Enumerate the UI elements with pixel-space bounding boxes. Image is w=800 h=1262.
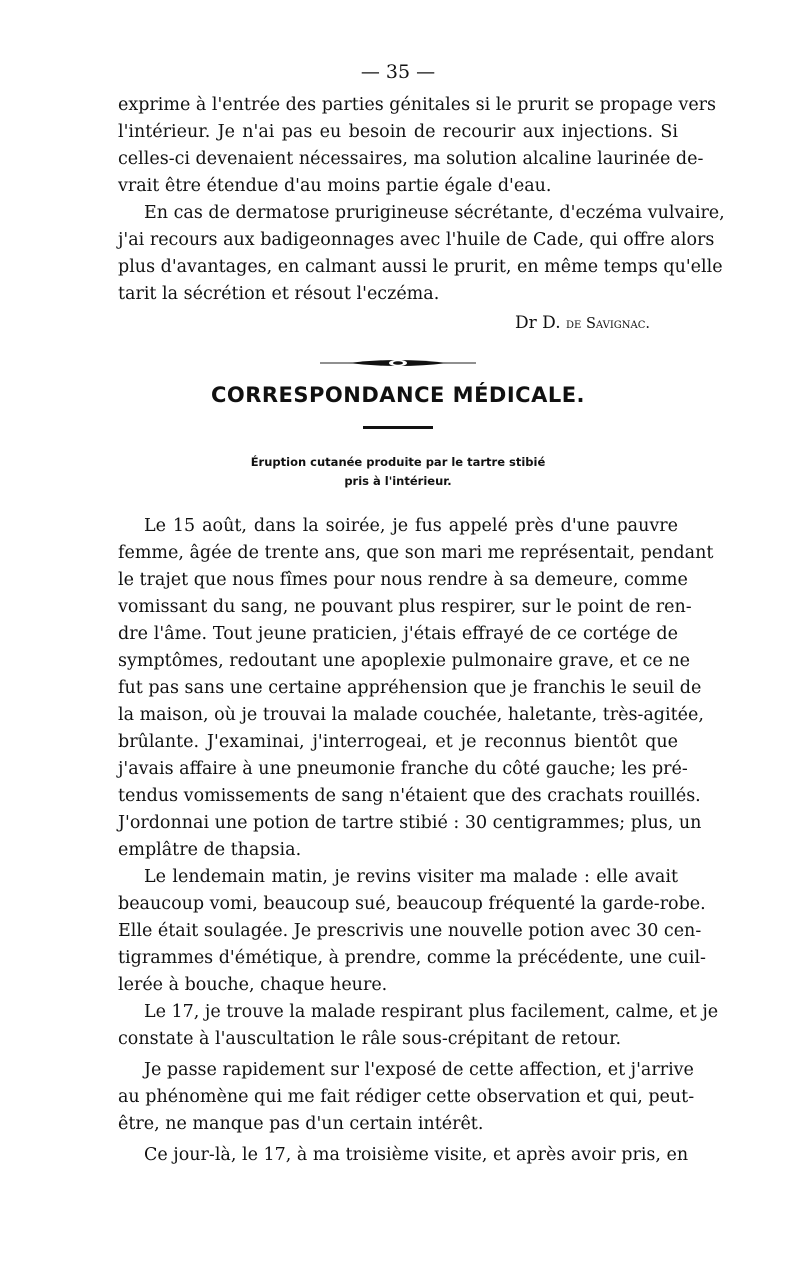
text-line: Le 17, je trouve la malade respirant plus facilement, calme, et je [144,1002,719,1022]
text-line: au phénomène qui me fait rédiger cette observation et qui, peut- [118,1087,695,1107]
text-line: Elle était soulagée. Je prescrivis une nouvelle potion avec 30 cen- [118,921,702,941]
text-line: brûlante. J'examinai, j'interrogeai, et je reconnus bientôt que [118,732,678,752]
text-line: tigrammes d'émétique, à prendre, comme la précédente, une cuil- [118,948,706,968]
text-line: la maison, où je trouvai la malade couchée, haletante, très-agitée, [118,705,704,725]
section-heading: CORRESPONDANCE MÉDICALE. [210,383,586,407]
text-line: femme, âgée de trente ans, que son mari me représentait, pendant [118,543,714,563]
text-line: lerée à bouche, chaque heure. [118,975,388,995]
paragraph [118,999,719,1053]
signature-initial: D. [542,313,561,333]
text-line: Je passe rapidement sur l'exposé de cette affection, et j'arrive [144,1060,694,1080]
text-line: constate à l'auscultation le râle sous-crépitant de retour. [118,1029,622,1049]
article-body [118,513,719,1169]
text-line: tarit la sécrétion et résout l'eczéma. [118,284,440,304]
text-line: être, ne manque pas d'un certain intérêt. [118,1114,484,1134]
text-line: Le lendemain matin, je revins visiter ma malade : elle avait [144,867,678,887]
signature-title: Dr [515,313,537,333]
text-line: exprime à l'entrée des parties génitales si le prurit se propage vers [118,95,717,115]
article-title-line: pris à l'intérieur. [344,474,452,488]
text-line: plus d'avantages, en calmant aussi le prurit, en même temps qu'elle [118,257,723,277]
intro-text [118,92,725,308]
text-line: Le 15 août, dans la soirée, je fus appelé près d'une pauvre [144,516,678,536]
text-line: le trajet que nous fîmes pour nous rendre à sa demeure, comme [118,570,688,590]
text-line: j'avais affaire à une pneumonie franche du côté gauche; les pré- [118,759,688,779]
text-line: beaucoup vomi, beaucoup sué, beaucoup fréquenté la garde-robe. [118,894,706,914]
text-line: Ce jour-là, le 17, à ma troisième visite, et après avoir pris, en [144,1145,689,1165]
book-page [118,58,725,1169]
text-line: vomissant du sang, ne pouvant plus respirer, sur le point de ren- [118,597,692,617]
page-number: — 35 — [360,61,436,83]
text-line: celles-ci devenaient nécessaires, ma solution alcaline laurinée de- [118,149,704,169]
text-line: fut pas sans une certaine appréhension que je franchis le seuil de [118,678,702,698]
paragraph [118,200,725,308]
text-line: l'intérieur. Je n'ai pas eu besoin de recourir aux injections. Si [118,122,678,142]
text-line: En cas de dermatose prurigineuse sécrétante, d'eczéma vulvaire, [144,203,725,223]
text-line: dre l'âme. Tout jeune praticien, j'étais effrayé de ce cortége de [118,624,678,644]
text-line: j'ai recours aux badigeonnages avec l'huile de Cade, qui offre alors [118,230,715,250]
text-line: tendus vomissements de sang n'étaient que des crachats rouillés. [118,786,701,806]
text-line: vrait être étendue d'au moins partie égale d'eau. [118,176,552,196]
paragraph [118,864,706,999]
paragraph [118,513,714,864]
text-line: J'ordonnai une potion de tartre stibié : 30 centigrammes; plus, un [118,813,702,833]
text-line: emplâtre de thapsia. [118,840,302,860]
ornament-divider [318,358,478,368]
author-signature [118,308,678,338]
article-title-line: Éruption cutanée produite par le tartre stibié [250,455,546,469]
paragraph [118,1057,695,1138]
heading-rule [363,426,433,429]
signature-name: de Savignac. [566,316,650,332]
paragraph [118,1142,689,1169]
article-title [118,453,678,491]
paragraph [118,92,717,200]
text-line: symptômes, redoutant une apoplexie pulmonaire grave, et ce ne [118,651,690,671]
